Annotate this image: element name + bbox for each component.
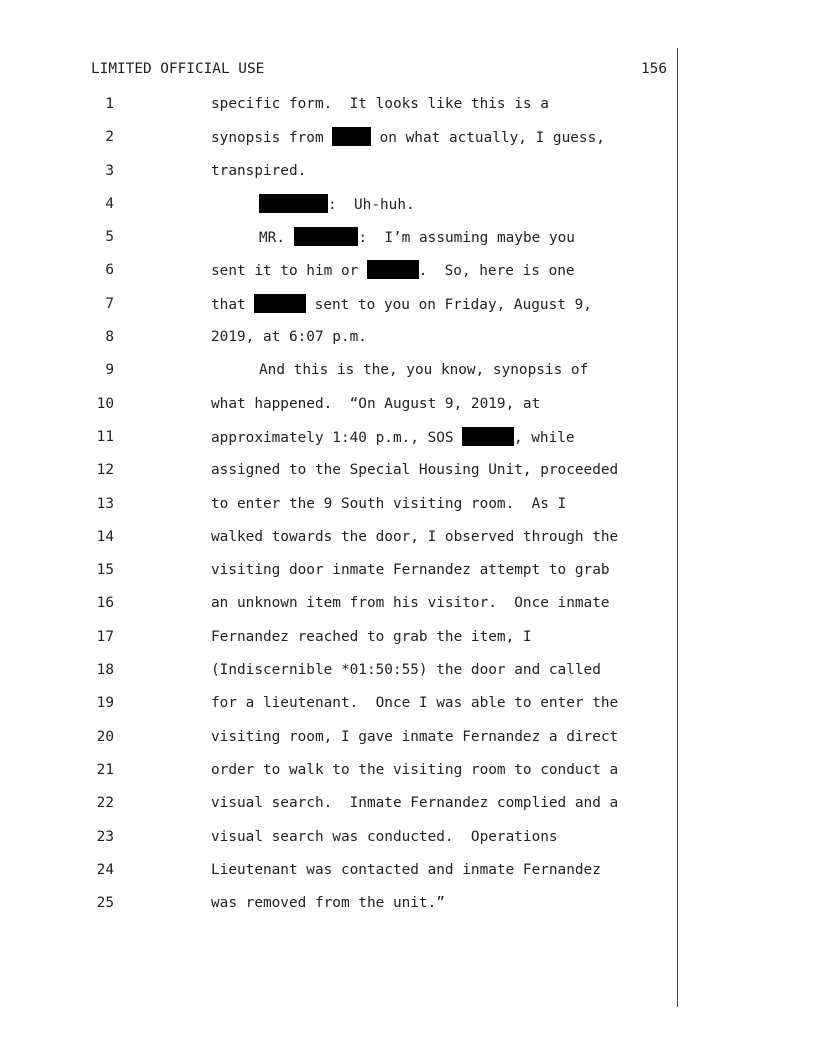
line-text [211,660,601,680]
text-segment: walked towards the door, I observed through the [211,528,619,545]
redaction-block [254,294,306,313]
line-number: 22 [96,795,114,812]
transcript-line [0,494,816,527]
transcript-line [0,793,816,826]
transcript-line [0,693,816,726]
line-text [211,627,532,647]
line-text [211,893,445,913]
line-text [211,560,610,580]
transcript-line [0,593,816,626]
line-number: 20 [96,728,114,745]
line-number: 15 [96,562,114,579]
line-text [211,860,601,880]
line-text [211,460,618,480]
transcript-line [0,360,816,393]
text-segment: an unknown item from his visitor. Once inmate [211,595,610,612]
line-number: 23 [96,828,114,845]
text-segment: Lieutenant was contacted and inmate Fernandez [211,861,601,878]
text-segment: visual search was conducted. Operations [211,828,558,845]
transcript-line [0,893,816,926]
text-segment: . So, here is one [418,263,575,280]
redaction-block [332,127,371,146]
line-text [211,260,575,281]
transcript-line [0,627,816,660]
redaction-block [259,194,328,213]
line-text [259,227,575,248]
line-text [211,727,618,747]
line-text [211,593,610,613]
transcript-line [0,394,816,427]
text-segment: MR. [259,230,294,247]
line-text [211,494,566,514]
line-number: 12 [96,462,114,479]
transcript-line [0,527,816,560]
line-number: 11 [96,428,114,445]
line-text [211,527,618,547]
line-text [211,394,540,414]
text-segment: And this is the, you know, synopsis of [259,362,589,379]
transcript-body [0,94,816,926]
line-number: 17 [96,628,114,645]
transcript-line [0,161,816,194]
text-segment: synopsis from [211,130,333,147]
transcript-line [0,127,816,160]
text-segment: was removed from the unit.” [211,895,445,912]
text-segment: Fernandez reached to grab the item, I [211,628,532,645]
text-segment: approximately 1:40 p.m., SOS [211,429,463,446]
line-number: 19 [96,695,114,712]
text-segment: (Indiscernible *01:50:55) the door and called [211,662,601,679]
line-text [211,427,575,448]
text-segment: 2019, at 6:07 p.m. [211,329,367,346]
text-segment: visiting room, I gave inmate Fernandez a direct [211,728,619,745]
transcript-line [0,427,816,460]
line-number: 18 [96,662,114,679]
text-segment: sent to you on Friday, August 9, [306,296,592,313]
line-number: 13 [96,495,114,512]
transcript-line [0,660,816,693]
text-segment: for a lieutenant. Once I was able to enter the [211,695,619,712]
text-segment: that [211,296,255,313]
text-segment: visiting door inmate Fernandez attempt to grab [211,562,610,579]
redaction-block [367,260,419,279]
line-text [211,793,618,813]
transcript-line [0,760,816,793]
transcript-line [0,227,816,260]
text-segment: to enter the 9 South visiting room. As I [211,495,567,512]
line-number: 21 [96,761,114,778]
line-text [211,127,605,148]
transcript-line [0,327,816,360]
line-number: 9 [105,362,114,379]
line-number: 14 [96,528,114,545]
line-number: 3 [105,162,114,179]
line-number: 1 [105,96,114,112]
line-number: 16 [96,595,114,612]
line-number: 24 [96,861,114,878]
transcript-line [0,260,816,293]
line-text [211,760,618,780]
page-header-classification: LIMITED OFFICIAL USE [91,61,265,77]
line-text [259,360,588,380]
line-text [211,327,367,347]
line-text [211,161,306,181]
text-segment: order to walk to the visiting room to conduct a [211,761,619,778]
transcript-line [0,727,816,760]
page-number: 156 [641,61,667,77]
line-number: 25 [96,895,114,912]
line-number: 8 [105,329,114,346]
transcript-line [0,194,816,227]
line-text [259,194,415,215]
line-number: 7 [105,295,114,312]
line-number: 2 [105,129,114,146]
text-segment: : Uh-huh. [328,196,415,213]
text-segment: assigned to the Special Housing Unit, proceeded [211,462,619,479]
line-text [211,693,618,713]
text-segment: on what actually, I guess, [370,130,605,147]
text-segment: what happened. “On August 9, 2019, at [211,395,541,412]
line-number: 4 [105,195,114,212]
line-text [211,294,592,315]
transcript-line [0,860,816,893]
text-segment: specific form. It looks like this is a [211,96,549,112]
text-segment: sent it to him or [211,263,367,280]
text-segment: : I’m assuming maybe you [358,230,575,247]
line-text [211,94,549,114]
text-segment: visual search. Inmate Fernandez complied and a [211,795,619,812]
redaction-block [462,427,514,446]
line-number: 10 [96,395,114,412]
line-text [211,827,558,847]
transcript-line [0,460,816,493]
line-number: 6 [105,262,114,279]
transcript-line [0,294,816,327]
redaction-block [294,227,359,246]
transcript-line [0,94,816,127]
transcript-line [0,560,816,593]
text-segment: transpired. [211,162,307,179]
text-segment: , while [513,429,575,446]
line-number: 5 [105,229,114,246]
transcript-line [0,827,816,860]
